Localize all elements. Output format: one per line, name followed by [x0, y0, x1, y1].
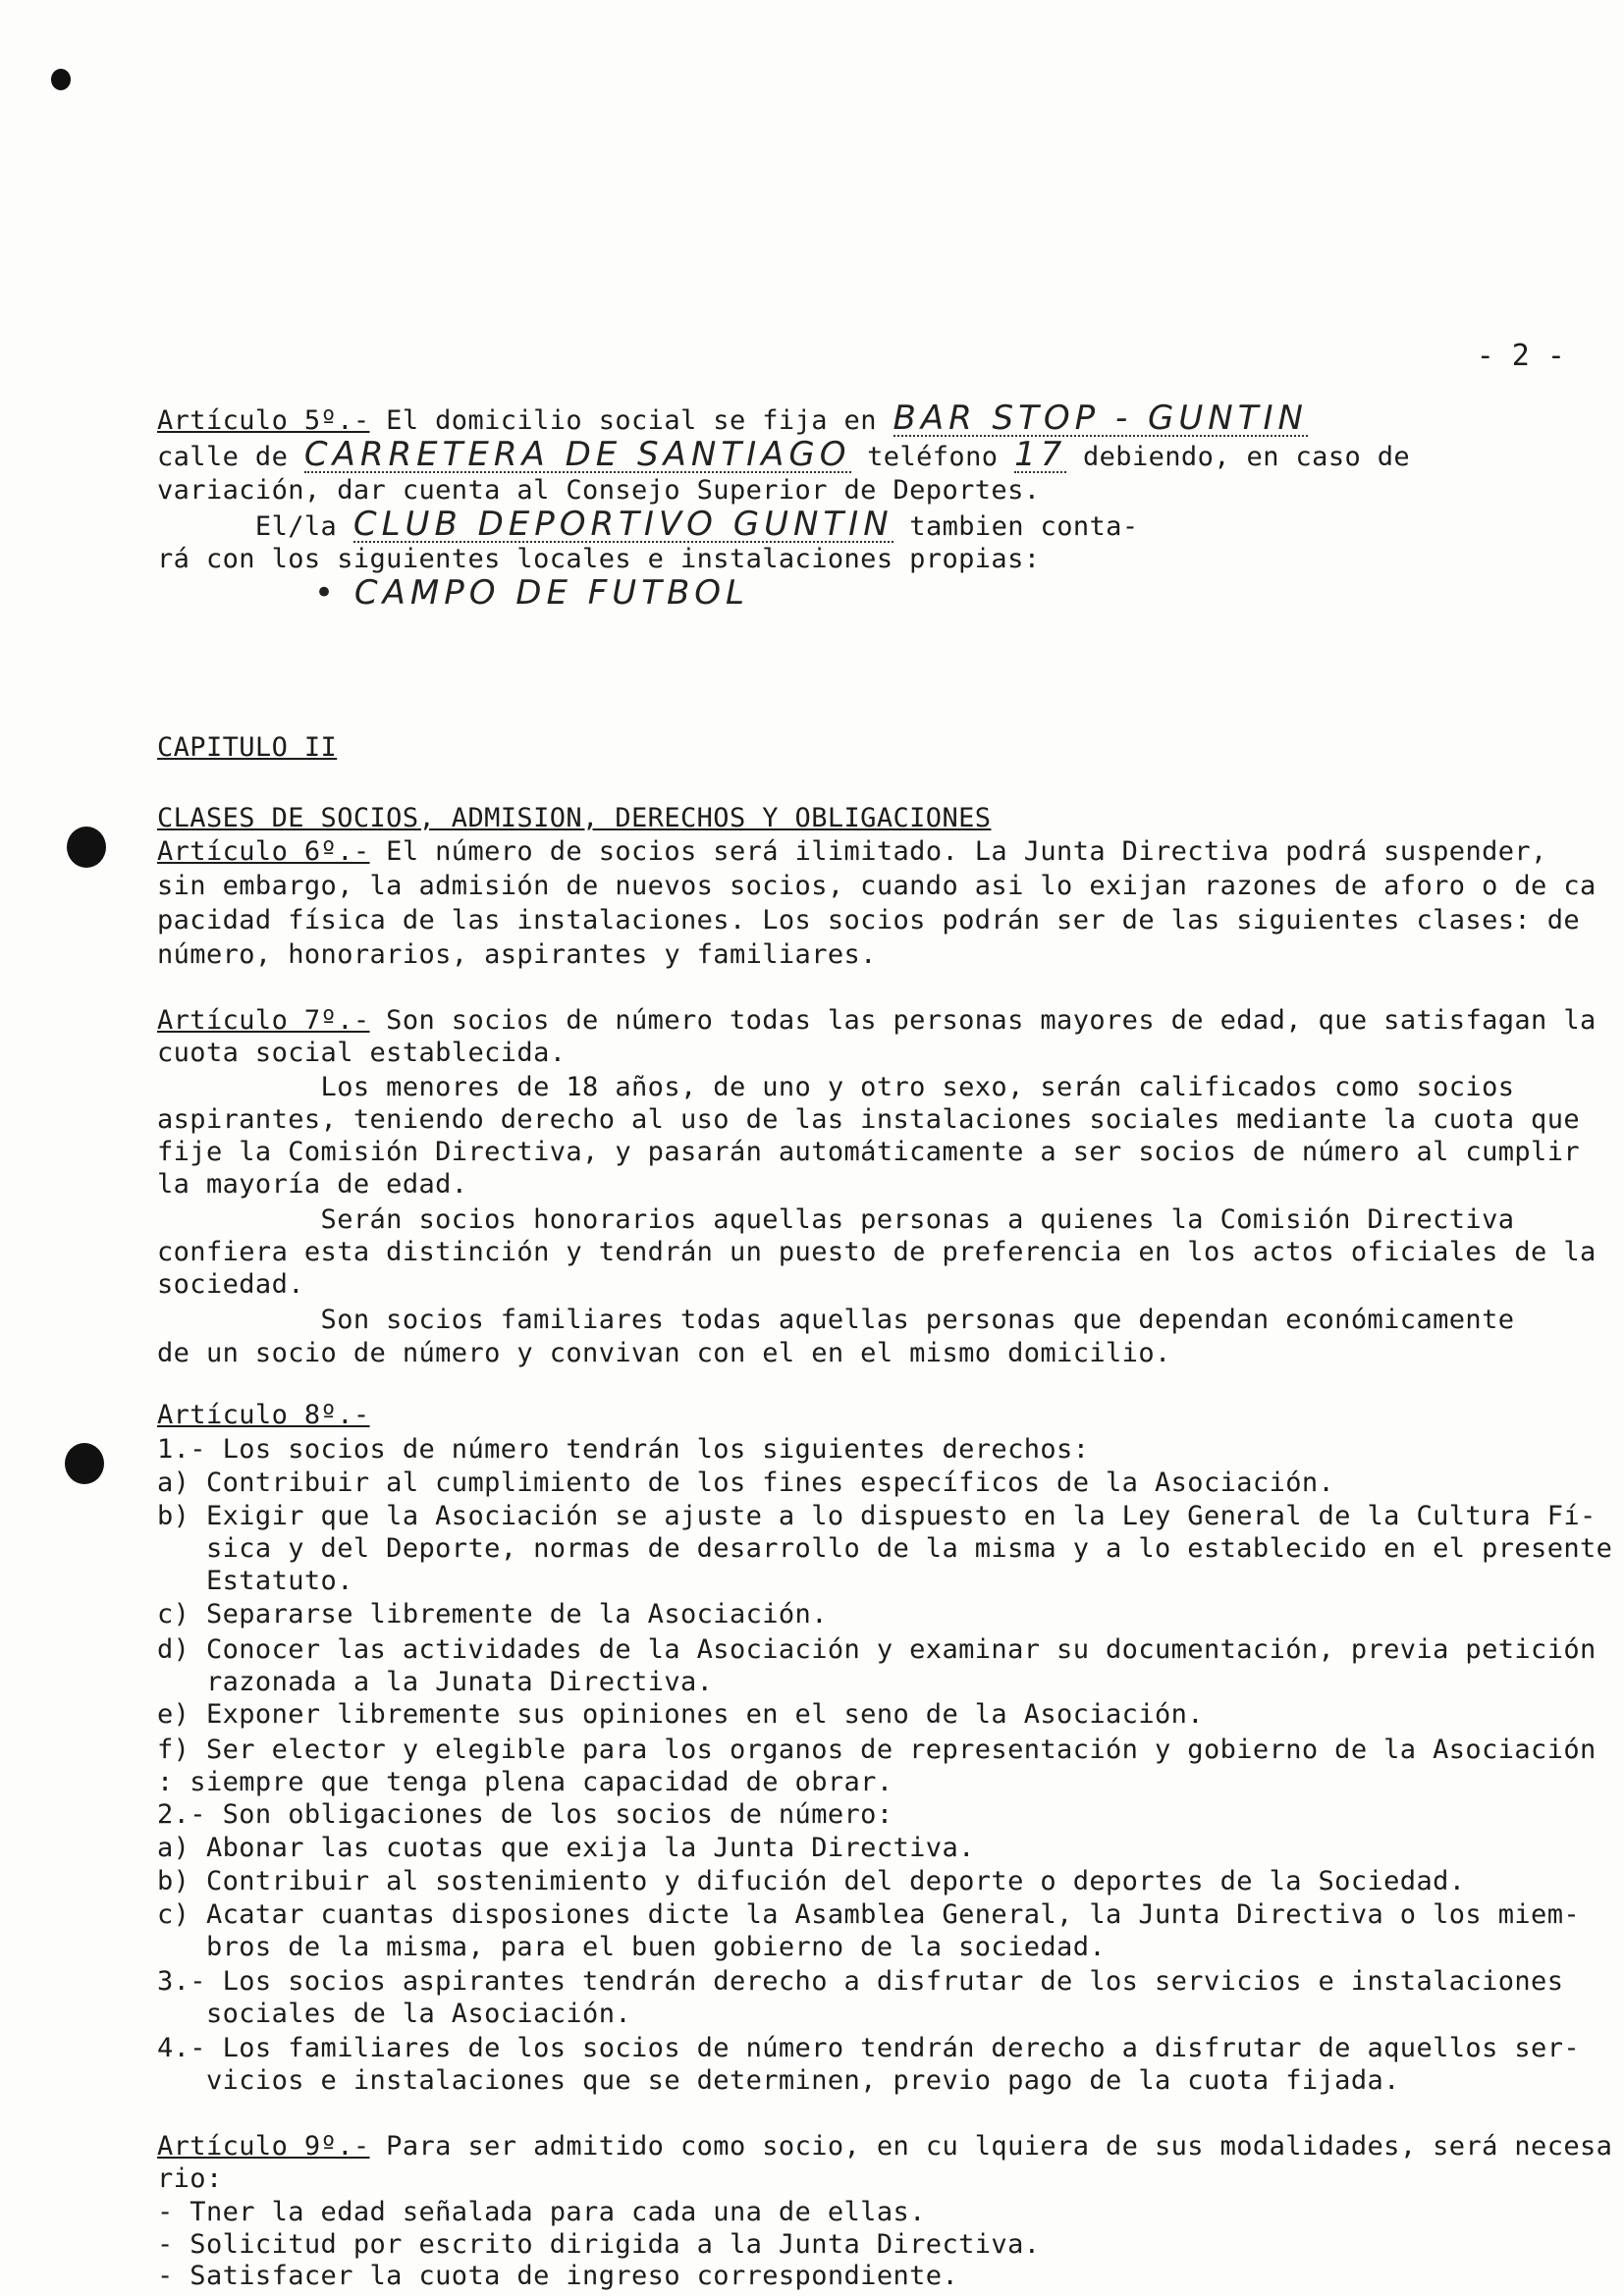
art6-line-2: sin embargo, la admisión de nuevos socios, cuando asi lo exijan razones de aforo o de ca — [157, 871, 1597, 901]
art6-line-4: número, honorarios, aspirantes y familiares. — [157, 939, 877, 970]
art8-line-1: 1.- Los socios de número tendrán los siguientes derechos: — [157, 1434, 1090, 1465]
art8-line-7: d) Conocer las actividades de la Asociación y examinar su documentación, previa petición — [157, 1634, 1597, 1665]
art8-line-12: 2.- Son obligaciones de los socios de número: — [157, 1799, 893, 1830]
art7-line-5: fije la Comisión Directiva, y pasarán automáticamente a ser socios de número al cumplir — [157, 1137, 1581, 1167]
punch-hole-lower — [65, 1443, 104, 1484]
art8-line-13: a) Abonar las cuotas que exija la Junta Directiva. — [157, 1833, 975, 1863]
art5-line-1: Artículo 5º.- El domicilio social se fija en BAR STOP - GUNTIN — [157, 399, 1308, 438]
art8-line-5: Estatuto. — [157, 1566, 353, 1596]
art8-line-9: e) Exponer libremente sus opiniones en el seno de la Asociación. — [157, 1699, 1204, 1730]
art7-line-11: de un socio de número y convivan con el en el mismo domicilio. — [157, 1338, 1171, 1368]
punch-hole-top — [51, 69, 71, 90]
art9-line-4: - Solicitud por escrito dirigida a la Junta Directiva. — [157, 2229, 1041, 2260]
art5-heading: Artículo 5º.- — [157, 405, 370, 436]
art8-line-2: a) Contribuir al cumplimiento de los fines específicos de la Asociación. — [157, 1468, 1335, 1498]
art7-line-8: confiera esta distinción y tendrán un puesto de preferencia en los actos oficiales de la — [157, 1237, 1597, 1267]
handwritten-street: CARRETERA DE SANTIAGO — [303, 435, 851, 474]
chapter-title: CAPITULO II — [157, 732, 338, 763]
art6-line-1: Artículo 6º.- El número de socios será ilimitado. La Junta Directiva podrá suspender, — [157, 836, 1547, 867]
handwritten-address: BAR STOP - GUNTIN — [893, 399, 1308, 438]
art8-line-14: b) Contribuir al sostenimiento y difución del deporte o deportes de la Sociedad. — [157, 1866, 1466, 1896]
art8-line-10: f) Ser elector y elegible para los organos de representación y gobierno de la Asociación — [157, 1735, 1597, 1765]
art8-line-4: sica y del Deporte, normas de desarrollo de la misma y a lo establecido en el presente — [157, 1533, 1613, 1564]
art9-line-3: - Tner la edad señalada para cada una de ellas. — [157, 2197, 926, 2227]
punch-hole-middle — [67, 827, 106, 868]
art6-line-3: pacidad física de las instalaciones. Los socios podrán ser de las siguientes clases: de — [157, 905, 1581, 935]
art8-line-3: b) Exigir que la Asociación se ajuste a lo dispuesto en la Ley General de la Cultura Fí- — [157, 1501, 1597, 1531]
art8-line-16: bros de la misma, para el buen gobierno de la sociedad. — [157, 1932, 1107, 1962]
art7-line-2: cuota social establecida. — [157, 1038, 567, 1068]
art7-heading: Artículo 7º.- — [157, 1005, 370, 1036]
handwritten-facility: • CAMPO DE FUTBOL — [314, 573, 749, 613]
art7-line-10: Son socios familiares todas aquellas personas que dependan económicamente — [157, 1305, 1515, 1335]
art6-heading: Artículo 6º.- — [157, 836, 370, 867]
art5-line-5: rá con los siguientes locales e instalaciones propias: — [157, 544, 1041, 574]
art8-line-18: sociales de la Asociación. — [157, 1999, 632, 2029]
art7-line-3: Los menores de 18 años, de uno y otro sexo, serán calificados como socios — [157, 1072, 1515, 1102]
art9-line-2: rio: — [157, 2163, 223, 2194]
art5-line-3: variación, dar cuenta al Consejo Superior de Deportes. — [157, 475, 1041, 506]
handwritten-phone: 17 — [1014, 435, 1067, 474]
art7-line-1: Artículo 7º.- Son socios de número todas las personas mayores de edad, que satisfagan la — [157, 1005, 1597, 1036]
chapter-subtitle: CLASES DE SOCIOS, ADMISION, DERECHOS Y OBLIGACIONES — [157, 803, 992, 833]
art8-line-11: : siempre que tenga plena capacidad de obrar. — [157, 1767, 893, 1797]
page-number: - 2 - — [1476, 339, 1565, 373]
art8-line-6: c) Separarse libremente de la Asociación. — [157, 1599, 828, 1629]
art7-line-7: Serán socios honorarios aquellas personas a quienes la Comisión Directiva — [157, 1204, 1515, 1235]
art8-line-19: 4.- Los familiares de los socios de número tendrán derecho a disfrutar de aquellos ser- — [157, 2033, 1581, 2063]
art7-line-4: aspirantes, teniendo derecho al uso de las instalaciones sociales mediante la cuota que — [157, 1104, 1581, 1135]
art9-line-1: Artículo 9º.- Para ser admitido como socio, en cu lquiera de sus modalidades, será necesa — [157, 2131, 1613, 2162]
art8-line-20: vicios e instalaciones que se determinen, previo pago de la cuota fijada. — [157, 2065, 1400, 2096]
handwritten-club-name: CLUB DEPORTIVO GUNTIN — [352, 505, 893, 544]
art9-heading: Artículo 9º.- — [157, 2131, 370, 2162]
art5-line-2: calle de CARRETERA DE SANTIAGO teléfono 17 debiendo, en caso de — [157, 435, 1411, 474]
art8-line-17: 3.- Los socios aspirantes tendrán derecho a disfrutar de los servicios e instalaciones — [157, 1966, 1564, 1997]
art7-line-9: sociedad. — [157, 1269, 304, 1300]
art9-line-5: - Satisfacer la cuota de ingreso correspondiente. — [157, 2261, 959, 2291]
art7-line-6: la mayoría de edad. — [157, 1169, 468, 1200]
art8-line-15: c) Acatar cuantas disposiones dicte la Asamblea General, la Junta Directiva o los miem- — [157, 1899, 1581, 1930]
art8-heading: Artículo 8º.- — [157, 1400, 370, 1430]
art8-line-8: razonada a la Junata Directiva. — [157, 1667, 714, 1697]
art5-line-4: El/la CLUB DEPORTIVO GUNTIN tambien conta- — [157, 505, 1139, 544]
